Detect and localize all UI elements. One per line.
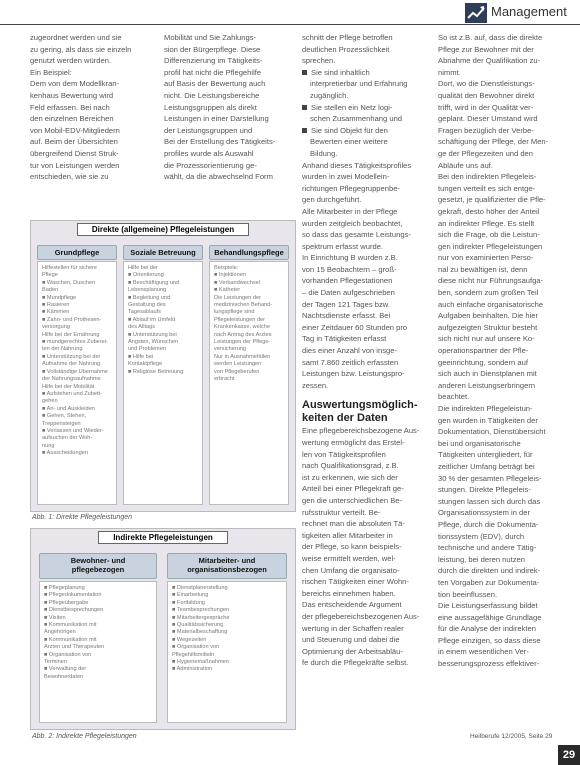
text-line: Baden [42,287,59,294]
text-line: und Steuerung und dabei die [302,635,400,645]
text-line: ■ Organisation von [44,651,92,658]
figure-1-caption: Abb. 1: Direkte Pflegeleistungen [32,514,133,521]
text-line: Aufgaben beinhalten. Die hier [438,311,539,321]
text-line: aufgezeigten Struktur besteht [438,322,538,332]
text-line: vorhanden Pflegestationen [302,276,393,286]
text-line: Feld erfassen. Bei nach [30,102,110,112]
text-line: ■ Beschäftigung und [128,279,180,286]
text-line: ■ Vollständige Übernahme [42,368,108,375]
figure-2-col-heading: Bewohner- und pflegebezogen [39,553,157,579]
text-line: ■ Qualitätssicherung [172,622,224,629]
text-line: nur von examinierten Perso- [438,253,534,263]
text-line: ■ Einarbeitung [172,592,209,599]
text-line: gesetzt, je qualifizierter die Pfle- [438,195,546,205]
text-line: und Problemen [128,346,166,353]
text-line: Die Leistungen der [214,294,261,301]
text-line: zessen. [302,380,329,390]
text-line: nicht. Die Leistungsbereiche [164,90,260,100]
text-line: Abnahme der Qualifikation zu- [438,56,541,66]
text-line: von Pflegeberufen [214,368,260,375]
text-line: trifft, wird in der Qualität ver- [438,102,534,112]
text-line: sich auch in Dienstplanen mit [438,369,537,379]
section-title: Management [491,4,567,19]
text-line: auch einfache organisatorische [438,299,544,309]
text-line: tur von Leistungen werden [30,160,120,170]
text-line: Die Leistungserfassung bildet [438,601,538,611]
text-line: ■ Kommunikation mit [44,622,97,629]
text-line: erbracht [214,376,235,383]
text-line: Dort, wo die Dienstleistungs- [438,79,535,89]
text-line: ten Vorgaben zur Dokumenta- [438,577,540,587]
figure-indirect-care [30,528,296,730]
text-line: ■ Organisation von [172,644,220,651]
text-line: rufsstruktur verteilt. Be- [302,507,381,517]
text-line: ■ Verwaltung der [44,666,87,673]
text-line: profiles wurde als Auswahl [164,148,254,158]
text-line: einer Zeitdauer 60 Stunden pro [302,322,408,332]
text-line: ■ Kommunikation mit [44,636,97,643]
chart-trend-icon [465,3,487,23]
text-line: lungspflege sind [214,309,255,316]
text-line: Tag in Tätigkeiten erfasst [302,334,387,344]
text-line: Ein Beispiel: [30,67,72,77]
text-line: ben, sondern zum großen Teil [438,288,539,298]
text-line: ■ Injektionen [214,272,246,279]
text-line: der Pflege, so kann beispiels- [302,542,402,552]
text-line: ■ Gehen, Stehen, [42,413,87,420]
text-line: ■ Katheter [214,287,241,294]
text-line: ■ An- und Auskleiden [42,405,95,412]
text-line: Bewohnerdaten [44,673,84,680]
footer-source: Heilberufe 12/2005, Seite 29 [470,733,553,740]
text-line: Pflege [42,272,58,279]
text-line: der Nahrungsaufnahme [42,376,101,383]
text-line: ■ Materialbeschaffung [172,629,228,636]
text-line: Hilfestellen für sichere [42,265,98,271]
text-line: ist zu erkennen, wie sich der [302,472,398,482]
text-line: gen durchgeführt. [302,195,362,205]
text-line: versicherung [214,346,247,353]
text-line: Pflege einzigen, so dass diese [438,635,541,645]
text-line: der Tagen 121 Tages bzw. [302,299,390,309]
text-line: der Leistungsgruppen und [164,125,253,135]
text-line: tion beeinflussen. [438,589,498,599]
text-line: auf. Beim der Übersichten [30,137,118,147]
text-line: deutlichen Prozesslichkeit [302,44,390,54]
text-line: des Alltags [128,324,156,331]
text-line: Hilfe bei der Mobilität [42,383,95,390]
bullet-line: Sie sind inhaltlich [302,67,430,79]
text-line: sprechen. [302,56,336,66]
text-line: aufsuchen der Woh- [42,435,93,442]
text-line: ■ Unterstützung bei der [42,353,101,360]
text-line: technische und andere Tätig- [438,543,537,553]
text-line: Angehörigen [44,629,76,636]
text-line: ■ Dienstplanerstellung [172,585,228,591]
text-line: entschieden, wie sie zu [30,172,109,182]
text-line: Abläufe uns auf. [438,160,493,170]
figure-1-panel [37,261,117,505]
text-line: Pflege zur Bewohner mit der [438,44,534,54]
text-line: Pflege, durch die Dokumenta- [438,519,539,529]
text-line: ■ Rasieren [42,302,70,309]
text-line: Das entscheidende Argument [302,600,402,610]
text-line: geeinrichtung, sondern auf [438,357,528,367]
text-line: stungen. Direkte Pflegeleis- [438,485,531,495]
text-line: ■ Begleitung und [128,294,171,301]
text-line: keiten der Daten [302,412,388,425]
text-line: ■ Dienstbesprechungen [44,607,104,614]
text-line: kenhaus Bewertung wird [30,90,114,100]
figure-2-col-heading: Mitarbeiter- und organisationsbezogen [167,553,287,579]
text-line: Lebensplanung [128,287,167,294]
text-line: spektrum erfasst wurde. [302,241,384,251]
text-line: gen wurden in Tätigkeiten der [438,415,538,425]
text-line: ge der Pflegezeiten und den [438,148,533,158]
text-line: rechnet man die absoluten Tä- [302,519,405,529]
text-line: nach Qualifikationsgrad, z.B. [302,461,399,471]
text-line: fe durch die Pflegekräfte selbst. [302,658,409,668]
text-line: medizinischen Behand- [214,302,273,309]
text-column-1 [30,32,160,183]
text-line: Anteil bei einer Pflegekraft ge- [302,484,404,494]
figure-1-col-heading: Behandlungspflege [209,245,289,260]
text-line: tionssystem (EDV), durch [438,531,525,541]
text-line: Ängsten, Wünschen [128,339,179,346]
text-line: Fragen bezüglich der Verbe- [438,125,534,135]
text-line: sich die Frage, ob die Leistun- [438,230,540,240]
text-line: ■ Hygienemaßnahmen [172,659,229,666]
text-line: operationspartner der Pfle- [438,346,529,356]
spacer [302,391,430,399]
text-line: ■ Fortbildung [172,599,205,606]
text-line: So ist z.B. auf, dass die direkte [438,33,543,42]
text-line: Beispiele: [214,265,239,271]
text-line: stungen lassen sich durch das [438,496,541,506]
text-line: Treppensteigen [42,420,81,427]
text-line: nal zu bewältigen ist, denn [438,264,528,274]
text-line: Leistungsgruppen als direkt [164,102,257,112]
text-line: wurden zeitgleich beobachtet, [302,218,403,228]
figure-1-panel [209,261,289,505]
text-line: nung [42,442,55,449]
text-line: zeitlicher Umfang beträgt bei [438,461,535,471]
figure-2-title: Indirekte Pflegeleistungen [31,533,295,542]
text-line: Hilfe bei der [128,265,158,271]
text-line: übergreifend Dienst Struk- [30,148,119,158]
text-line: chen Umfang die organisato- [302,565,400,575]
bullet-line: zugänglich. [310,90,349,100]
text-line: profil hat nicht die Pflegehilfe [164,67,262,77]
text-line: versorgung [42,324,70,331]
text-line: Leistungen in einer Darstellung [164,114,269,124]
text-line: Optimierung der Arbeitsabläu- [302,646,403,656]
text-line: qualität den Bewohner direkt [438,90,535,100]
figure-1-title: Direkte (allgemeine) Pflegeleistungen [31,225,295,234]
text-line: ■ Pflegedokumentation [44,592,102,599]
text-line: bei und organisatorische [438,438,521,448]
text-line: Differenzierung im Tätigkeits- [164,56,263,66]
text-line: Hilfe bei der Ernährung [42,331,100,338]
text-line: In Einrichtung B wurden z.B. [302,253,398,263]
text-line: leistung, bei deren nutzen [438,554,525,564]
text-line: rischen Tätigkeiten einer Wohn- [302,577,409,587]
text-line: richtungen Pflegegruppenbe- [302,183,400,193]
text-line: Bei den indirekten Pflegeleis- [438,172,537,182]
text-line: Leistungen der Pflege- [214,339,271,346]
text-line: Eine pflegebereichsbezogene Aus- [302,426,420,436]
text-line: Dem von dem Modellkran- [30,79,120,89]
text-line: gen die unterschiedlichen Be- [302,495,403,505]
text-line: ■ Visiten [44,614,66,621]
text-line: durch die direkten und indirek- [438,566,541,576]
text-line: wertung ermöglicht das Erstel- [302,438,405,447]
text-line: tungen verteilt es sich entge- [438,183,536,193]
text-line: Nachtsdienste erfasst. Bei [302,311,391,321]
text-line: bereichs einnehmen haben. [302,588,396,598]
figure-2-panel [39,581,157,723]
text-line: len von Tätigkeitsprofilen [302,449,386,459]
text-line: Anhand dieses Tätigkeitsprofiles [302,160,412,170]
text-line: Tätigkeiten untergliedert, für [438,450,533,460]
text-line: Ärzten und Therapeuten [44,644,105,651]
text-line: Auswertungsmöglich- [302,399,418,412]
text-line: ■ mundgerechtes Zuberei- [42,339,108,346]
text-column-3 [302,32,430,669]
text-line: ■ Ablauf im Umfeld [128,316,176,323]
text-line: wurden in zwei Modellein- [302,172,390,182]
text-line: samt 7.860 zeitlich erfassten [302,357,399,367]
text-line: zu gering, als dass sie einzeln [30,44,132,54]
text-line: besserungsprozess effektiver- [438,659,540,669]
text-line: ■ Mundpflege [42,294,77,301]
text-line: ■ Waschen, Duschen [42,279,96,286]
page-number: 29 [558,745,580,765]
text-line: dies einer Anzahl von insge- [302,346,397,356]
figure-2-caption: Abb. 2: Indirekte Pflegeleistungen [32,733,137,740]
text-line: 30 % der gesamten Pflegeleis- [438,473,542,483]
text-line: ■ Aufstehen und Zubett- [42,390,102,397]
text-line: ■ Religiöse Betreuung [128,368,184,375]
text-line: Pflegehilfsmitteln [172,651,215,658]
text-line: Gestaltung des [128,302,166,309]
text-line: schnitt der Pflege betroffen [302,33,393,42]
text-line: ■ Hilfe bei [128,353,154,360]
text-line: ■ Kämmen [42,309,70,316]
text-line: – die Daten aufgeschrieben [302,288,395,298]
header-rule [0,24,580,25]
text-line: gehen [42,398,58,405]
bullet-line: Bildung. [310,148,338,158]
text-line: Alle Mitarbeiter in der Pflege [302,206,398,216]
text-line: in einem wesentlichen Ver- [438,647,529,657]
text-line: ■ Verlassen und Wieder- [42,427,104,434]
text-line: an indirekter Pflege. Es stellt [438,218,535,228]
text-line: Terminen [44,659,68,666]
text-line: von Mobil-EDV-Mitgliedern [30,125,120,135]
text-line: ■ Mitarbeitergespräche [172,614,230,621]
text-line: ■ Administration [172,666,213,673]
text-line: Leistungen bzw. Leistungspro- [302,369,405,379]
text-column-2 [164,32,294,183]
text-line: von 15 Beobachtern – groß- [302,264,397,274]
text-line: Bei der Erstellung des Tätigkeits- [164,137,276,147]
text-line: die Prozessorientierung ge- [164,160,257,170]
text-line: anderen Leistungserbringern [438,380,536,390]
text-line: der pflegebereichsbezogenen Aus- [302,611,420,621]
text-line: ■ Wegezeiten [172,636,207,643]
text-line: nach Antrag des Arztes [214,331,272,338]
bullet-line: Sie stellen ein Netz logi- [302,102,430,114]
text-line: gekraft, desto höher der Anteil [438,206,540,216]
figure-2-panel [167,581,287,723]
text-line: sich nicht nur auf unsere Ko- [438,334,535,344]
text-line: tigkeiten aller Mitarbeiter in [302,530,393,540]
text-line: auf Basis der Bewertung auch [164,79,266,89]
text-line: Kontaktpflege [128,361,163,368]
text-line: ■ Pflegeplanung [44,585,85,591]
text-line: weise ermittelt werden, wel- [302,553,396,563]
text-line: genutzt werden würden. [30,56,112,66]
text-line: ten der Nahrung [42,346,83,353]
text-line: so dass das gesamte Leistungs- [302,230,411,240]
bullet-line: schen Zusammenhang und [310,114,403,124]
text-line: ■ Zahn- und Prothesen- [42,316,102,323]
text-line: beachtet. [438,392,470,402]
text-line: ■ Orientierung [128,272,164,279]
text-line: ■ Teambesprechungen [172,607,230,614]
text-line: Aufnahme der Nahrung [42,361,101,368]
text-line: eine aussagefähige Grundlage [438,612,542,622]
text-line: Die indirekten Pflegeleistun- [438,404,533,413]
figure-1-col-heading: Soziale Betreuung [123,245,203,260]
bullet-line: Sie sind Objekt für den [302,125,430,137]
text-line: ■ Verbandwechsel [214,279,260,286]
text-line: geplant. Dieser Umstand wird [438,114,538,124]
text-line: werden Leistungen [214,361,262,368]
text-line: gen indirekter Pflegeleistungen [438,241,543,251]
text-line: Dokumentation, Dienstübersicht [438,427,546,437]
text-line: Tagesablaufs [128,309,161,316]
text-line: nimmt. [438,67,461,77]
text-line: zugeordnet werden und sie [30,33,122,42]
text-line: für die Analyse der indirekten [438,624,536,634]
text-line: wertung in der Schaffen realer [302,623,404,633]
text-line: ■ Unterstützung bei [128,331,177,338]
text-line: ■ Pflegeübergabe [44,599,89,606]
bullet-line: Bewerten einer weitere [310,137,388,147]
text-line: Organisationssystem in der [438,508,531,518]
text-line: schäftigung der Pflege, der Men- [438,137,549,147]
figure-1-panel [123,261,203,505]
text-line: den einzelnen Bereichen [30,114,114,124]
text-line: wählt, da die abwechselnd Form [164,172,273,182]
text-column-4 [438,32,566,670]
text-line: sion der Bürgerpflege. Diese [164,44,261,54]
bullet-line: interpretierbar und Erfahrung [310,79,408,89]
figure-direct-care [30,220,296,512]
text-line: Mobilität und Sie Zahlungs- [164,33,257,42]
text-line: diese nicht nur Führungsaufga- [438,276,544,286]
text-line: ■ Ausscheidungen [42,450,88,457]
text-line: Nur in Ausnahmefällen [214,353,271,360]
figure-1-col-heading: Grundpflege [37,245,117,260]
text-line: Pflegeleistungen der [214,316,266,323]
text-line: Krankenkasse, welche [214,324,270,331]
